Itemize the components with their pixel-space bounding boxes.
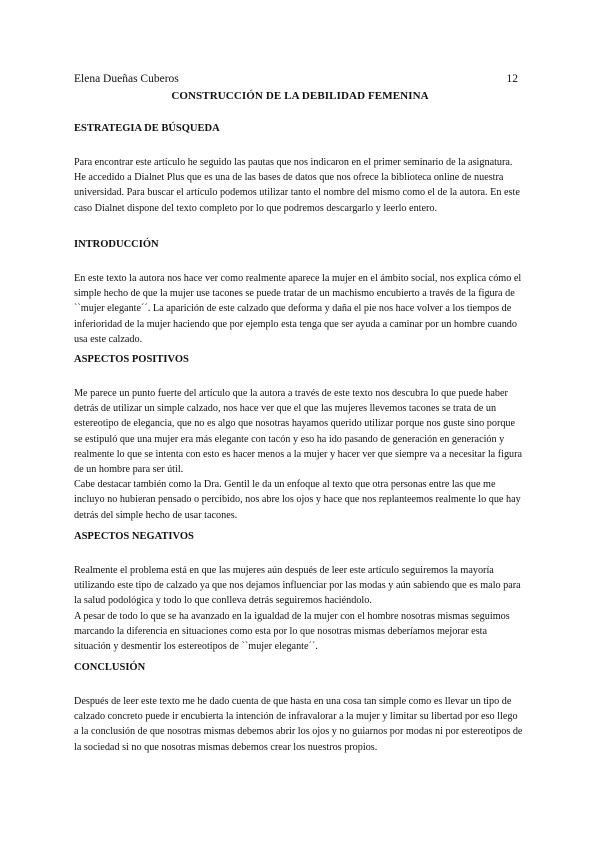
author-name: Elena Dueñas Cuberos [74,73,179,85]
section-paragraph: A pesar de todo lo que se ha avanzado en la igualdad de la mujer con el hombre nosotras mismas seguimos marcando la diferencia en situaciones como esta por lo que nosotras mismas deberíamos mejorar esta situación y desmentir los estereotipos de ``mujer elegante´´. [74,610,510,653]
section-paragraph: Me parece un punto fuerte del artículo que la autora a través de este texto nos descubra lo que puede haber detrás de utilizar un simple calzado, nos hace ver que el que las mujeres llevemos tacones se trata de un estereotipo de elegancia, que no es algo que nosotras hayamos querido utilizar porque nos guste sino porque se estipuló que una mujer era más elegante con tacón y eso ha ido pasando de generación en generación y realmente lo que se intenta con esto es hacer menos a la mujer y hacer ver que siempre va a necesitar la figura de un hombre para ser útil. [74,388,523,476]
section-heading: ASPECTOS NEGATIVOS [74,531,194,542]
section-paragraph: En este texto la autora nos hace ver como realmente aparece la mujer en el ámbito social, nos explica cómo el simple hecho de que la mujer use tacones se puede tratar de un machismo encubierto a través de la figura de ``mujer elegante´´. La aparición de este calzado que deforma y daña el pie nos hace volver a los tiempos de inferioridad de la mujer haciendo que por ejemplo esta tenga que ser ayuda a caminar por un hombre cuando usa este calzado. [74,273,522,345]
section-introduccion [74,238,524,347]
section-heading: INTRODUCCIÓN [74,239,159,250]
section-aspectos-positivos [74,353,524,523]
section-heading: ESTRATEGIA DE BÚSQUEDA [74,123,220,134]
section-conclusion [74,661,524,755]
section-heading: CONCLUSIÓN [74,662,146,673]
page-number: 12 [506,73,518,85]
section-estrategia [74,122,524,216]
section-heading: ASPECTOS POSITIVOS [74,354,189,365]
section-paragraph: Para encontrar este artículo he seguido las pautas que nos indicaron en el primer seminario de la asignatura. He accedido a Dialnet Plus que es una de las bases de datos que nos ofrece la biblioteca online de nuestra universidad. Para buscar el artículo podemos utilizar tanto el nombre del mismo como el de la autora. En este caso Dialnet dispone del texto completo por lo que podremos descargarlo y leerlo entero. [74,157,520,214]
section-paragraph: Realmente el problema está en que las mujeres aún después de leer este artículo seguiremos la mayoría utilizando este tipo de calzado ya que nos dejamos influenciar por las modas y aún sabiendo que es malo para la salud podológica y todo lo que conlleva detrás seguiremos haciéndolo. [74,565,521,607]
page-header [74,72,518,86]
document-title: CONSTRUCCIÓN DE LA DEBILIDAD FEMENINA [171,90,429,102]
section-paragraph: Cabe destacar también como la Dra. Gentil le da un enfoque al texto que otra personas entre las que me incluyo no hubieran pensado o percibido, nos abre los ojos y hace que nos replanteemos realmente lo que hay detrás del simple hecho de usar tacones. [74,479,521,521]
section-paragraph: Después de leer este texto me he dado cuenta de que hasta en una cosa tan simple como es llevar un tipo de calzado concreto puede ir encubierta la intención de infravalorar a la mujer y limitar su libertad por eso llego a la conclusión de que nosotras mismas debemos abrir los ojos y no guiarnos por modas ni por estereotipos de la sociedad si no que nosotras mismas debemos crear los nuestros propios. [74,696,523,753]
section-aspectos-negativos [74,530,524,654]
